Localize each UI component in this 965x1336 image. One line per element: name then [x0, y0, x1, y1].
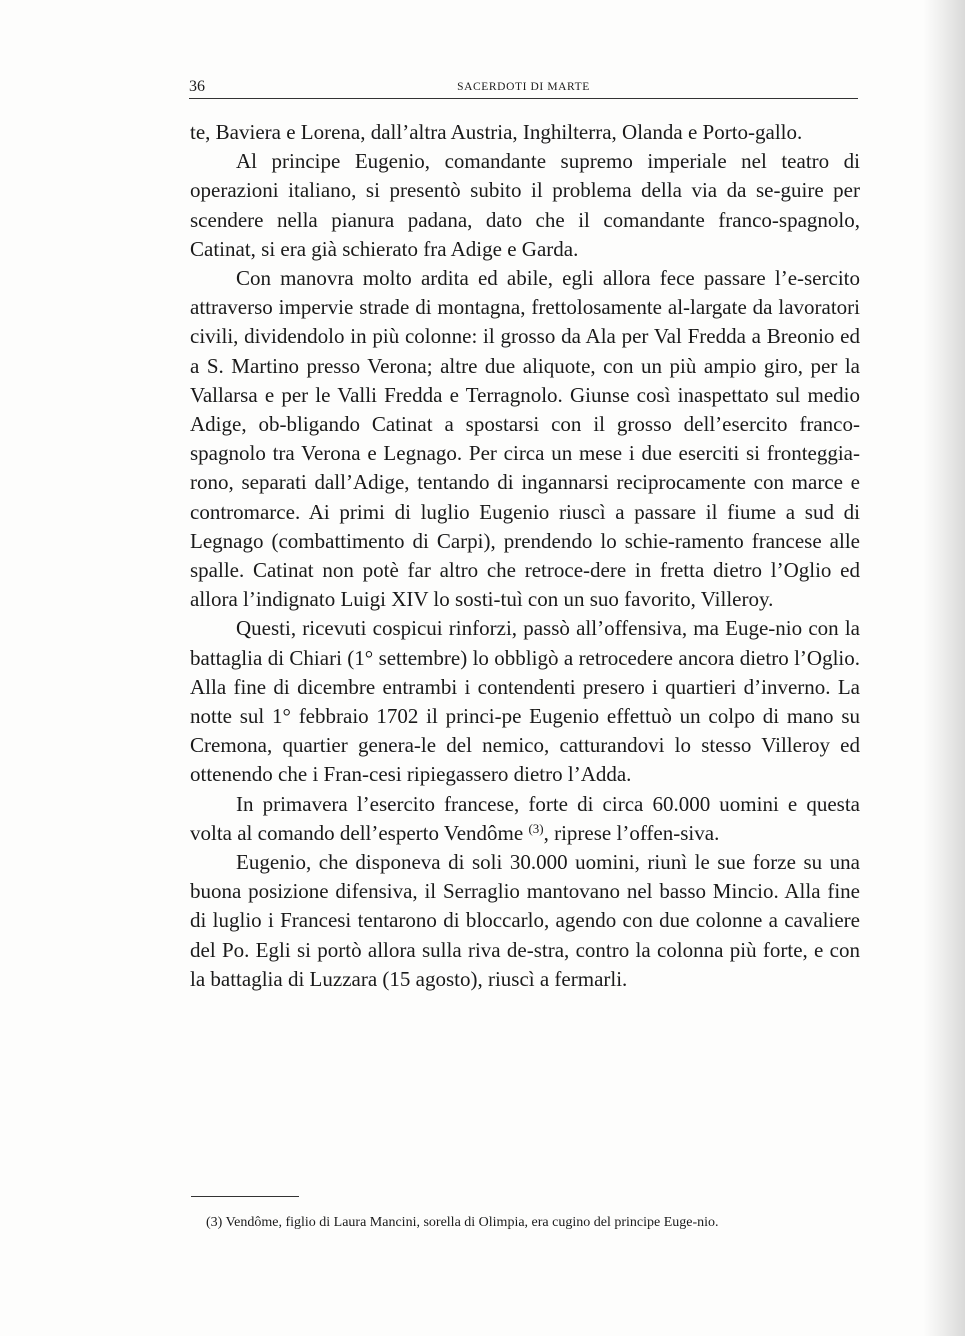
footnote-reference: (3): [528, 820, 544, 836]
paragraph-5-text: In primavera l’esercito francese, forte di circa 60.000 uomini e questa volta al comando dell’esperto Vendôme: [190, 791, 860, 845]
page-number: 36: [189, 78, 205, 95]
footnotes: [190, 1211, 858, 1235]
paragraph-5: [190, 790, 860, 848]
body-text: [190, 118, 860, 994]
footnote-separator: [191, 1196, 299, 1197]
paragraph-6: Eugenio, che disponeva di soli 30.000 uomini, riunì le sue forze su una buona posizione difensiva, il Serraglio mantovano nel basso Mincio. Alla fine di luglio i Francesi tentarono di bloccarlo, agendo con due colonne a cavaliere del Po. Egli si portò allora sulla riva de-stra, contro la colonna più forte, e con la battaglia di Luzzara (15 agosto), riuscì a fermarli.: [190, 850, 860, 991]
paragraph-3: Con manovra molto ardita ed abile, egli allora fece passare l’e-sercito attraverso impervie strade di montagna, frettolosamente al-largate da lavoratori civili, dividendolo in più colonne: il grosso da Ala per Val Fredda a Breonio ed a S. Martino presso Verona; altre due aliquote, con un più ampio giro, per la Vallarsa e per le Valli Fredda e Terragnolo. Giunse così inaspettato sul medio Adige, ob-bligando Catinat a spostarsi con il grosso dell’esercito franco-spagnolo tra Verona e Legnago. Per circa un mese i due eserciti si fronteggia-rono, separati dall’Adige, tentando di ingannarsi reciprocamente con marce e contromarce. Ai primi di luglio Eugenio riuscì a passare il fiume a sud di Legnago (combattimento di Carpi), prendendo lo schie-ramento francese alle spalle. Catinat non potè far altro che retroce-dere in fretta dietro l’Oglio ed allora l’indignato Luigi XIV lo sosti-tuì con un suo favorito, Villeroy.: [190, 266, 860, 612]
paragraph-5-tail: , riprese l’offen-siva.: [543, 820, 720, 845]
paragraph-1: te, Baviera e Lorena, dall’altra Austria, Inghilterra, Olanda e Porto-gallo.: [190, 120, 803, 144]
running-head: [189, 78, 858, 99]
running-title: SACERDOTI DI MARTE: [457, 81, 590, 93]
paragraph-4: Questi, ricevuti cospicui rinforzi, passò all’offensiva, ma Euge-nio con la battaglia di Chiari (1° settembre) lo obbligò a retrocedere ancora dietro l’Oglio. Alla fine di dicembre entrambi i contendenti presero i quartieri d’inverno. La notte sul 1° febbraio 1702 il princi-pe Eugenio effettuò un colpo di mano su Cremona, quartier genera-le del nemico, catturandovi lo stesso Villeroy ed ottenendo che i Fran-cesi ripiegassero dietro l’Adda.: [190, 616, 860, 787]
paragraph-2: Al principe Eugenio, comandante supremo imperiale nel teatro di operazioni italiano, si presentò subito il problema della via da se-guire per scendere nella pianura padana, dato che il comandante franco-spagnolo, Catinat, si era già schierato fra Adige e Garda.: [190, 149, 860, 261]
binding-shadow: [923, 0, 965, 1336]
footnote-3: (3) Vendôme, figlio di Laura Mancini, sorella di Olimpia, era cugino del principe Euge-nio.: [206, 1215, 719, 1230]
